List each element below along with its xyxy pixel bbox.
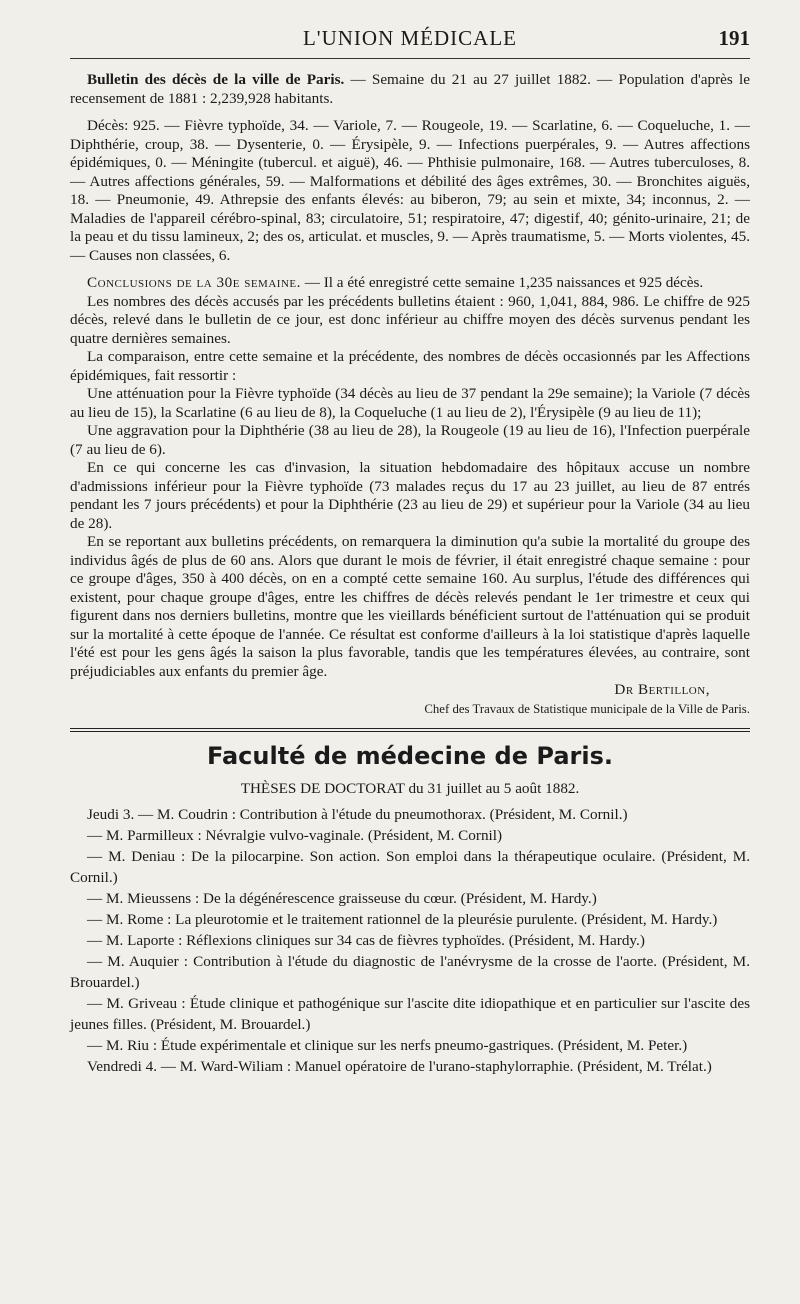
bulletin-paragraph: La comparaison, entre cette semaine et la précédente, des nombres de décès occasionnés par les Affections épidémiques, fait ressortir : [70, 348, 750, 384]
bulletin-title: Bulletin des décès de la ville de Paris. [87, 71, 345, 88]
section-heading: Faculté de médecine de Paris. [207, 741, 613, 770]
bulletin-paragraph: Une atténuation pour la Fièvre typhoïde (34 décès au lieu de 37 pendant la 29e semaine); la Variole (7 décès au lieu de 15), la Scarlatine (6 au lieu de 8), la Coqueluche (1 au lieu de 2), l'Érysipèle (9 au lieu de 11); [70, 385, 750, 421]
section-divider [70, 728, 750, 732]
theses-heading: THÈSES DE DOCTORAT du 31 juillet au 5 août 1882. [240, 779, 580, 797]
thesis-item: — M. Auquier : Contribution à l'étude du diagnostic de l'anévrysme de la crosse de l'aorte. (Président, M. Brouardel.) [70, 952, 750, 991]
bulletin-paragraph: En se reportant aux bulletins précédents, on remarquera la diminution qu'a subie la mortalité du groupe des individus âgés de plus de 60 ans. Alors que durant le mois de février, il était enregistré chaque semaine : pour ce groupe d'âges, 350 à 400 décès, on en a compté cette semaine 160. Au surplus, l'étude des différences qui existent, pour chaque groupe d'âges, entre les chiffres de décès relevés pendant le 1er trimestre et ceux qui figurent dans nos derniers bulletins, montre que les vieillards bénéficient surtout de l'atténuation qui se produit sur la mortalité à cette époque de l'année. Ce résultat est conforme d'ailleurs à la loi statistique d'après laquelle l'été est pour les gens âgés la saison la plus favorable, tandis que les températures élevées, au contraire, sont préjudiciables aux enfants du premier âge. [70, 533, 750, 680]
conclusions-paragraph [70, 274, 750, 293]
thesis-item: — M. Mieussens : De la dégénérescence graisseuse du cœur. (Président, M. Hardy.) [87, 889, 597, 907]
bulletin-section [70, 71, 750, 718]
thesis-item: — M. Rome : La pleurotomie et le traitement rationnel de la pleurésie purulente. (Président, M. Hardy.) [87, 910, 718, 928]
thesis-item: Vendredi 4. — M. Ward-Wiliam : Manuel opératoire de l'urano-staphylorraphie. (Président, M. Trélat.) [87, 1057, 712, 1075]
faculte-section [70, 742, 750, 1077]
thesis-item: — M. Laporte : Réflexions cliniques sur 34 cas de fièvres typhoïdes. (Président, M. Hardy.) [87, 931, 645, 949]
signature-title: Chef des Travaux de Statistique municipale de la Ville de Paris. [424, 701, 750, 716]
bulletin-paragraph: Une aggravation pour la Diphthérie (38 au lieu de 28), la Rougeole (19 au lieu de 16), l'Infection puerpérale (7 au lieu de 6). [70, 422, 750, 458]
running-header [70, 18, 750, 59]
thesis-item: — M. Deniau : De la pilocarpine. Son action. Son emploi dans la thérapeutique oculaire. (Président, M. Cornil.) [70, 847, 750, 886]
deaths-paragraph: Décès: 925. — Fièvre typhoïde, 34. — Variole, 7. — Rougeole, 19. — Scarlatine, 6. — Coqueluche, 1. — Diphthérie, croup, 38. — Dysenterie, 0. — Érysipèle, 9. — Infections puerpérales, 9. — Autres affections épidémiques, 0. — Méningite (tubercul. et aiguë), 46. — Phthisie pulmonaire, 168. — Autres tuberculoses, 8. — Autres affections générales, 59. — Malformations et débilité des âges extrêmes, 30. — Bronchites aiguës, 18. — Pneumonie, 49. Athrepsie des enfants élevés: au biberon, 79; au sein et mixte, 34; inconnus, 2. — Maladies de l'appareil cérébro-spinal, 83; circulatoire, 51; respiratoire, 47; digestif, 40; génito-urinaire, 21; de la peau et du tissu lamineux, 2; des os, articulat. et muscles, 9. — Après traumatisme, 5. — Morts violentes, 45. — Causes non classées, 6. [70, 117, 750, 264]
thesis-item: — M. Riu : Étude expérimentale et clinique sur les nerfs pneumo-gastriques. (Président, M. Peter.) [87, 1036, 688, 1054]
conclusions-text: — Il a été enregistré cette semaine 1,235 naissances et 925 décès. [304, 274, 704, 291]
journal-title: L'UNION MÉDICALE [302, 26, 517, 50]
conclusions-label: Conclusions de la 30e semaine. [87, 274, 301, 291]
thesis-item: Jeudi 3. — M. Coudrin : Contribution à l'étude du pneumothorax. (Président, M. Cornil.) [87, 805, 628, 823]
bulletin-intro-text: — Semaine du 21 au 27 juillet 1882. — Population d'après le recensement de 1881 : 2,239,928 habitants. [70, 71, 750, 107]
page-number: 191 [718, 26, 750, 50]
thesis-item: — M. Griveau : Étude clinique et pathogénique sur l'ascite dite idiopathique et en particulier sur l'ascite des jeunes filles. (Président, M. Brouardel.) [70, 994, 750, 1033]
bulletin-intro [70, 71, 750, 108]
bulletin-paragraph: Les nombres des décès accusés par les précédents bulletins étaient : 960, 1,041, 884, 986. Le chiffre de 925 décès, relevé dans le bulletin de ce jour, est donc inférieur au chiffre moyen des décès survenus pendant les quatre dernières semaines. [70, 292, 750, 347]
thesis-item: — M. Parmilleux : Névralgie vulvo-vaginale. (Président, M. Cornil) [87, 826, 503, 844]
signature-name: Dr Bertillon, [614, 681, 710, 698]
bulletin-paragraph: En ce qui concerne les cas d'invasion, la situation hebdomadaire des hôpitaux accuse un nombre d'admissions inférieur pour la Fièvre typhoïde (73 malades reçus du 17 au 23 juillet, au lieu de 87 entrés pendant les 7 jours précédents) et pour la Diphthérie (23 au lieu de 29) et supérieur pour la Variole (34 au lieu de 28). [70, 459, 750, 532]
